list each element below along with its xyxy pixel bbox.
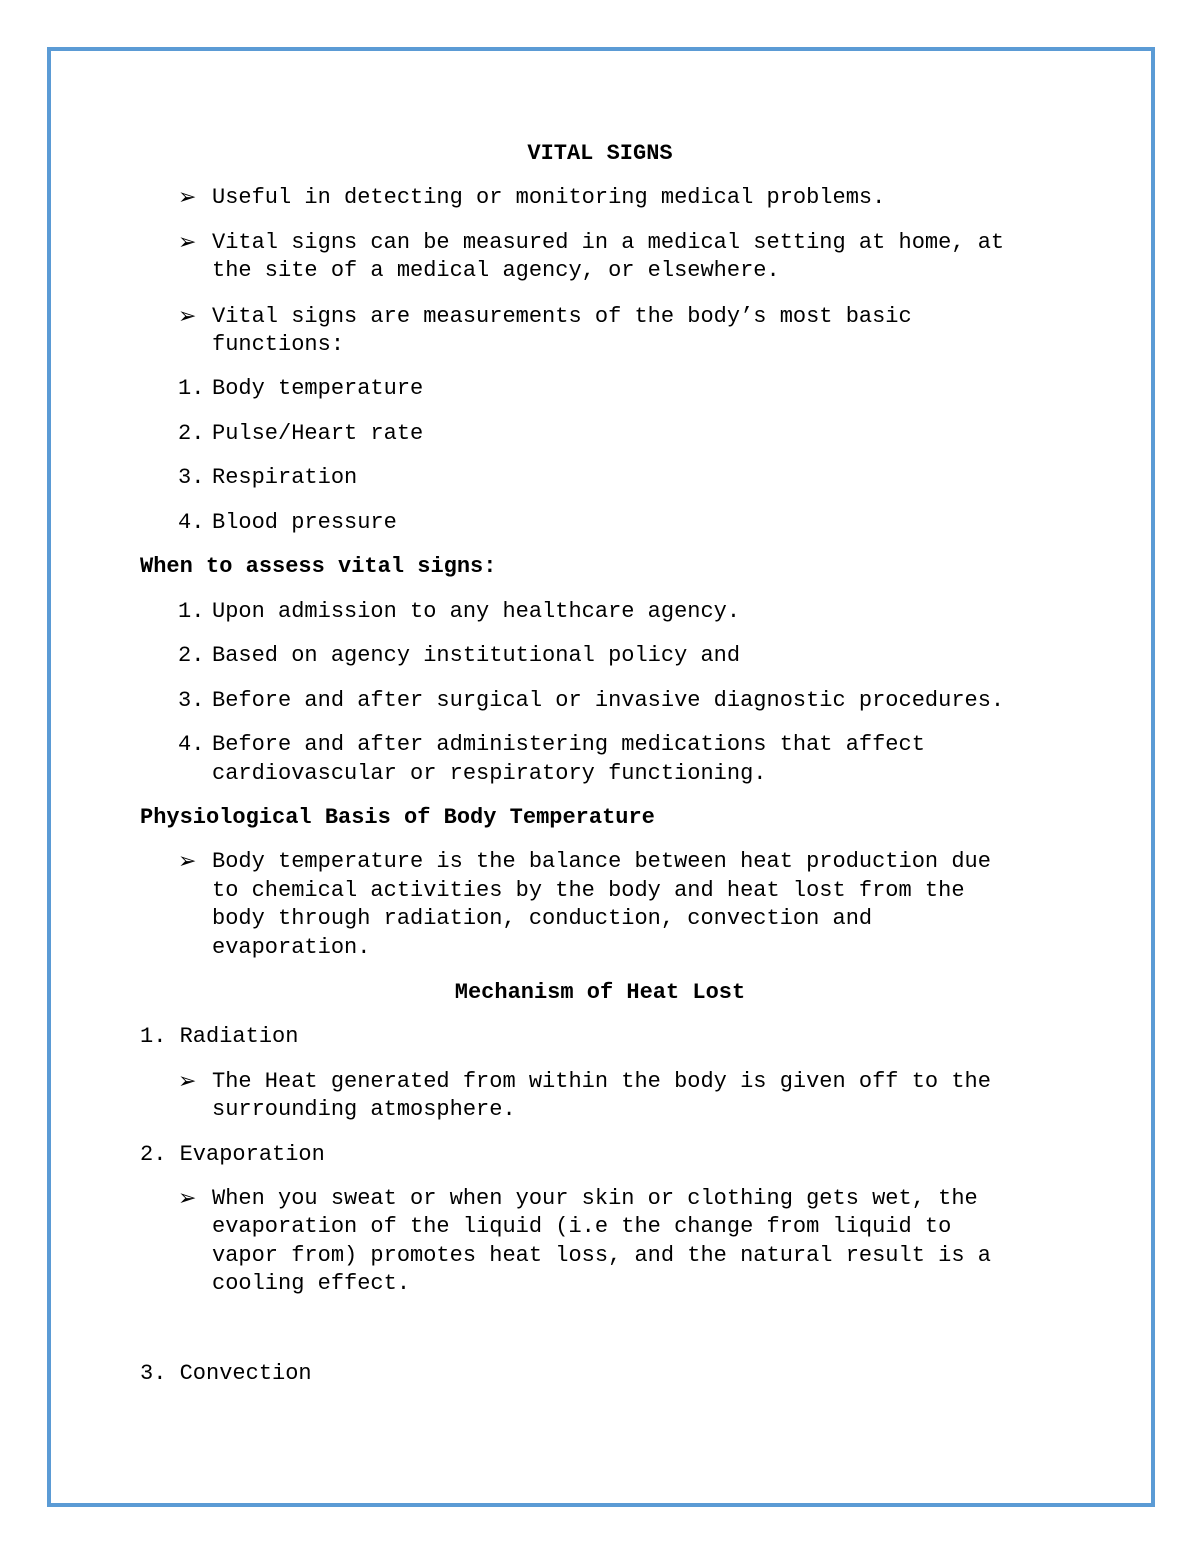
intro-bullet-3-line-2: functions: <box>212 332 345 357</box>
when-item-continued: cardiovascular or respiratory functioning. <box>212 761 767 786</box>
arrow-bullet-icon: ➢ <box>178 185 197 210</box>
mechanism-label-radiation: 1. Radiation <box>140 1024 299 1049</box>
evaporation-line-3: vapor from) promotes heat loss, and the natural result is a <box>212 1243 991 1268</box>
list-number: 4. <box>178 510 205 535</box>
arrow-bullet-icon: ➢ <box>178 304 197 329</box>
physio-line-4: evaporation. <box>212 935 371 960</box>
radiation-line-1: The Heat generated from within the body is given off to the <box>212 1069 991 1094</box>
physio-line-2: to chemical activities by the body and heat lost from the <box>212 878 965 903</box>
mechanism-label-convection: 3. Convection <box>140 1361 312 1386</box>
physio-line-1: Body temperature is the balance between heat production due <box>212 849 991 874</box>
list-number: 3. <box>178 688 205 713</box>
when-heading: When to assess vital signs: <box>140 554 497 579</box>
when-item: Based on agency institutional policy and <box>212 643 741 668</box>
evaporation-line-4: cooling effect. <box>212 1271 411 1296</box>
list-number: 2. <box>178 421 205 446</box>
arrow-bullet-icon: ➢ <box>178 1186 197 1211</box>
vital-item: Pulse/Heart rate <box>212 421 424 446</box>
physio-heading: Physiological Basis of Body Temperature <box>140 805 655 830</box>
vital-item: Body temperature <box>212 376 424 401</box>
when-item: Upon admission to any healthcare agency. <box>212 599 741 624</box>
intro-bullet-1-line-1: Useful in detecting or monitoring medical problems. <box>212 185 886 210</box>
list-number: 3. <box>178 465 205 490</box>
intro-bullet-2-line-2: the site of a medical agency, or elsewhere. <box>212 258 780 283</box>
arrow-bullet-icon: ➢ <box>178 230 197 255</box>
evaporation-line-2: evaporation of the liquid (i.e the change from liquid to <box>212 1214 952 1239</box>
mechanism-label-evaporation: 2. Evaporation <box>140 1142 325 1167</box>
page-title: VITAL SIGNS <box>527 141 673 166</box>
list-number: 1. <box>178 599 205 624</box>
arrow-bullet-icon: ➢ <box>178 1069 197 1094</box>
mechanism-heading: Mechanism of Heat Lost <box>454 980 746 1005</box>
intro-bullet-3-line-1: Vital signs are measurements of the body’s most basic <box>212 304 912 329</box>
vital-item: Blood pressure <box>212 510 397 535</box>
list-number: 2. <box>178 643 205 668</box>
vital-item: Respiration <box>212 465 358 490</box>
arrow-bullet-icon: ➢ <box>178 849 197 874</box>
list-number: 4. <box>178 732 205 757</box>
intro-bullet-2-line-1: Vital signs can be measured in a medical setting at home, at <box>212 230 1005 255</box>
when-item: Before and after surgical or invasive diagnostic procedures. <box>212 688 1005 713</box>
radiation-line-2: surrounding atmosphere. <box>212 1097 516 1122</box>
physio-line-3: body through radiation, conduction, convection and <box>212 906 873 931</box>
when-item: Before and after administering medications that affect <box>212 732 925 757</box>
evaporation-line-1: When you sweat or when your skin or clothing gets wet, the <box>212 1186 978 1211</box>
list-number: 1. <box>178 376 205 401</box>
